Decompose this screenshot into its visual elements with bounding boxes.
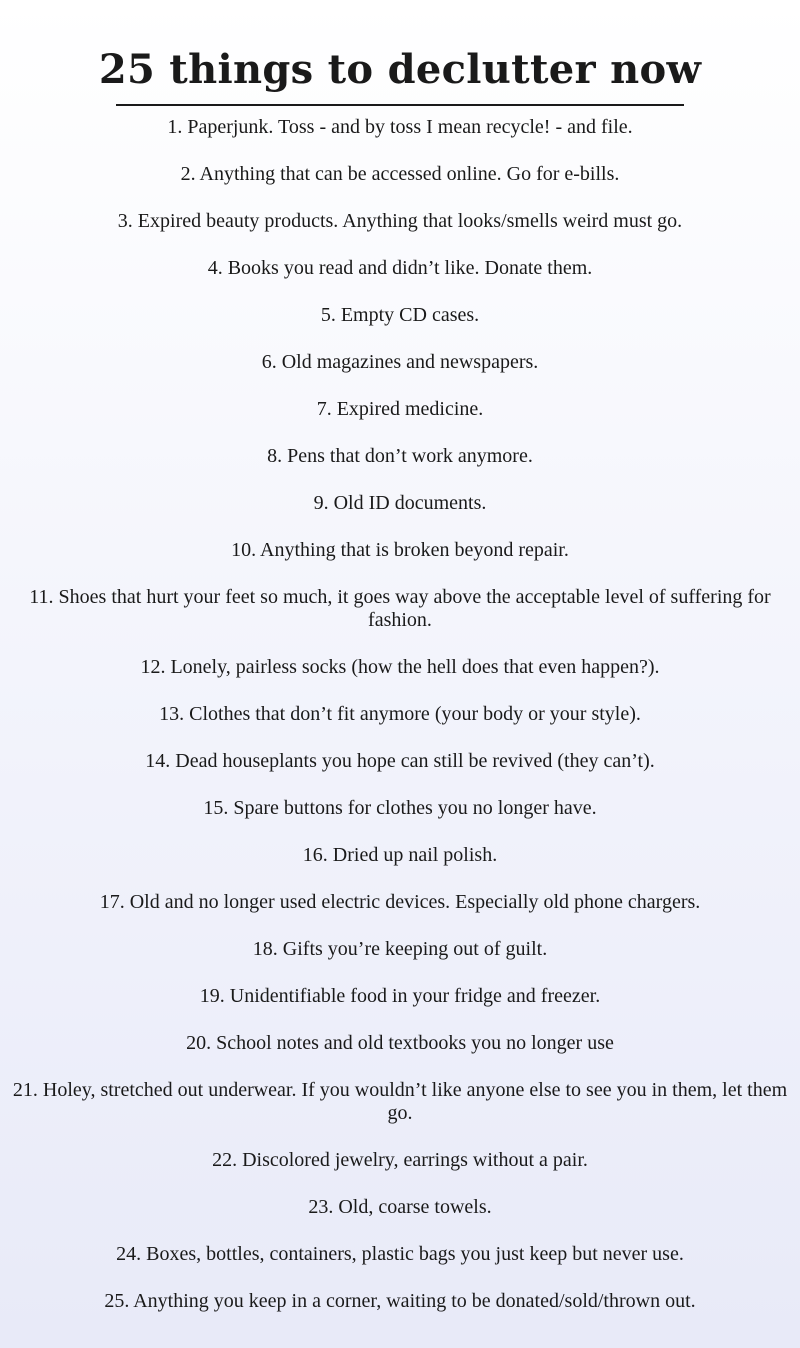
list-item: 8. Pens that don’t work anymore. [267,445,533,467]
list-item: 13. Clothes that don’t fit anymore (your body or your style). [159,703,641,725]
list-item: 21. Holey, stretched out underwear. If you wouldn’t like anyone else to see you in them, let them go. [12,1079,788,1124]
list-item: 3. Expired beauty products. Anything that looks/smells weird must go. [117,210,683,232]
list-item: 11. Shoes that hurt your feet so much, it goes way above the acceptable level of suffering for fashion. [29,586,771,631]
list-item: 4. Books you read and didn’t like. Donate them. [207,257,593,279]
list-item: 15. Spare buttons for clothes you no longer have. [203,797,597,819]
title-underline [116,104,684,106]
list-item: 25. Anything you keep in a corner, waiting to be donated/sold/thrown out. [104,1290,696,1312]
list-item: 9. Old ID documents. [313,492,487,514]
list-item: 22. Discolored jewelry, earrings without a pair. [212,1149,588,1171]
list-item: 6. Old magazines and newspapers. [261,351,539,373]
list-item: 18. Gifts you’re keeping out of guilt. [252,938,548,960]
page-title: 25 things to declutter now [98,46,702,93]
declutter-list [0,116,800,1337]
list-item: 10. Anything that is broken beyond repair. [231,539,569,561]
list-item: 20. School notes and old textbooks you no longer use [186,1032,614,1054]
list-item: 19. Unidentifiable food in your fridge and freezer. [199,985,601,1007]
list-item: 7. Expired medicine. [316,398,484,420]
list-item: 5. Empty CD cases. [320,304,480,326]
list-item: 17. Old and no longer used electric devices. Especially old phone chargers. [99,891,701,913]
list-item: 24. Boxes, bottles, containers, plastic bags you just keep but never use. [116,1243,684,1265]
list-item: 14. Dead houseplants you hope can still be revived (they can’t). [145,750,655,772]
list-item: 23. Old, coarse towels. [308,1196,492,1218]
list-item: 16. Dried up nail polish. [302,844,498,866]
list-item: 1. Paperjunk. Toss - and by toss I mean recycle! - and file. [167,116,633,138]
list-item: 2. Anything that can be accessed online. Go for e-bills. [180,163,620,185]
list-item: 12. Lonely, pairless socks (how the hell does that even happen?). [140,656,660,678]
